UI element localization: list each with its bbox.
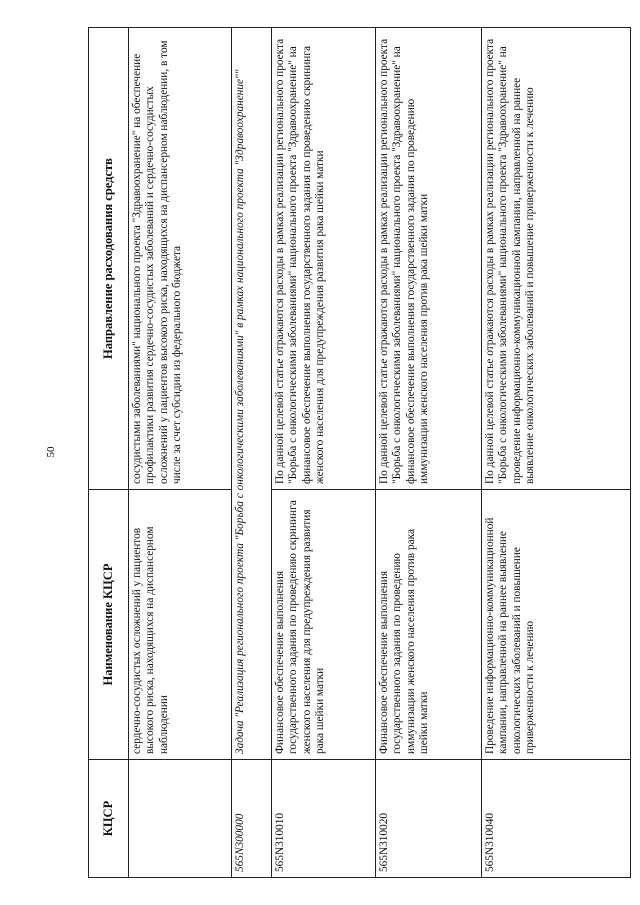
row-code-cell [129,760,232,878]
row-direction-cell: По данной целевой статье отражаются расходы в рамках реализации регионального проекта "Борьба с онкологическими заболеваниями" национального проекта "Здравоохранение" на проведение информационно-коммуникационной кампании, направленной на раннее выявление онкологических заболеваний и повышение приверженности к лечению [482,28,631,490]
header-name: Наименование КЦСР [89,490,129,760]
table-row [129,28,232,878]
row-name-cell: Проведение информационно-коммуникационной кампании, направленной на раннее выявление онкологических заболеваний и повышение приверженности к лечению [482,490,631,760]
row-code-cell: 565N310010 [272,760,376,878]
row-direction-cell: По данной целевой статье отражаются расходы в рамках реализации регионального проекта "Борьба с онкологическими заболеваниями" национального проекта "Здравоохранение" на финансовое обеспечение выполнения государственного задания по проведению скрининга женского населения для предупреждения развития рака шейки матки [272,28,376,490]
table-row [376,28,482,878]
header-direction: Направление расходования средств [89,28,129,490]
kcsr-table [88,27,631,878]
row-code-cell: 565N310020 [376,760,482,878]
row-name-cell: Финансовое обеспечение выполнения государственного задания по проведению скрининга женского населения для предупреждения развития рака шейки матки [272,490,376,760]
row-direction-cell: сосудистыми заболеваниями" национального проекта "Здравоохранение" на обеспечение профилактики развития сердечно-сосудистых заболеваний и сердечно-сосудистых осложнений у пациентов высокого риска, находящихся на диспансерном наблюдении, в том числе за счет субсидии из федерального бюджета [129,28,232,490]
row-name-cell: сердечно-сосудистых осложнений у пациентов высокого риска, находящихся на диспансерном наблюдении [129,490,232,760]
table-header-row [89,28,129,878]
header-code: КЦСР [89,760,129,878]
row-code-cell: 565N310040 [482,760,631,878]
task-text-cell: Задача "Реализация регионального проекта "Борьба с онкологическими заболеваниями" в рамках национального проекта "Здравоохранение"" [232,28,272,760]
table-row [482,28,631,878]
page-number: 50 [45,446,57,458]
rotated-page-content [88,28,630,878]
task-row [232,28,272,878]
task-code-cell: 565N300000 [232,760,272,878]
table-row [272,28,376,878]
row-name-cell: Финансовое обеспечение выполнения государственного задания по проведению иммунизации женского населения против рака шейки матки [376,490,482,760]
row-direction-cell: По данной целевой статье отражаются расходы в рамках реализации регионального проекта "Борьба с онкологическими заболеваниями" национального проекта "Здравоохранение" на финансовое обеспечение выполнения государственного задания по проведению иммунизации женского населения против рака шейки матки [376,28,482,490]
